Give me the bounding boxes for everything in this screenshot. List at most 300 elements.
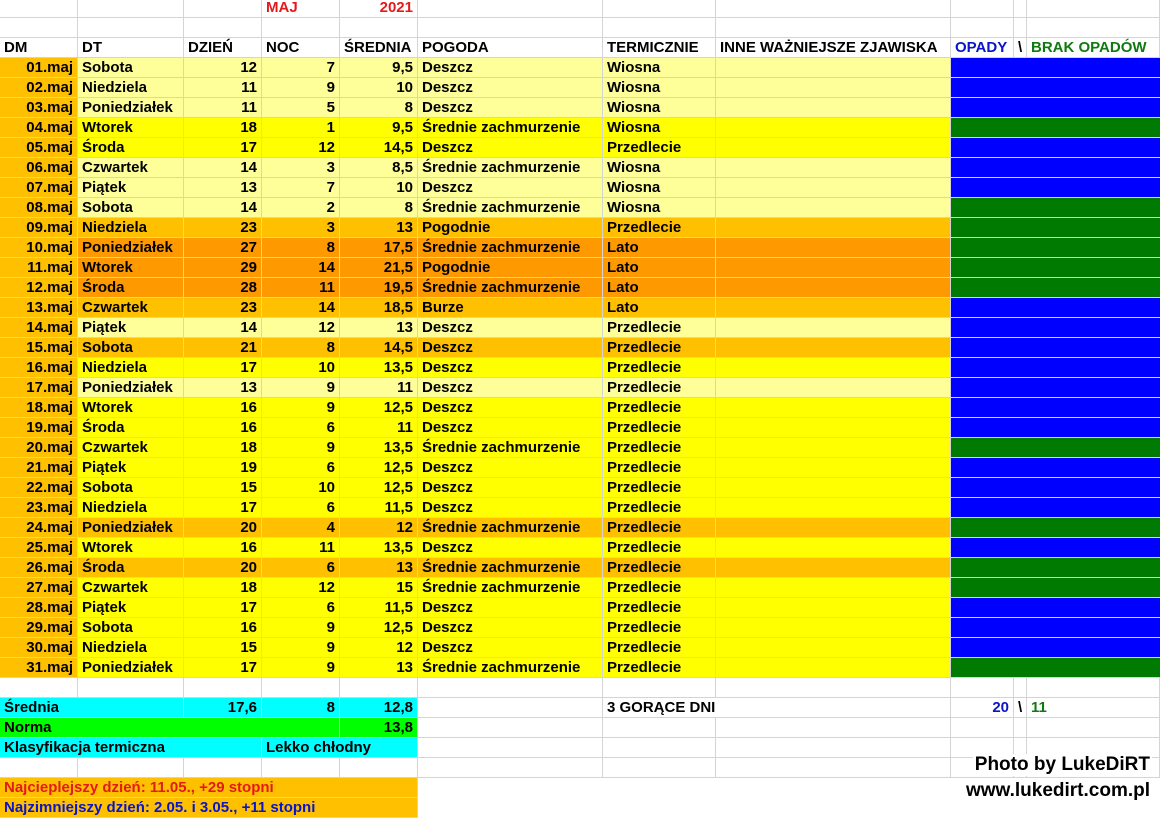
day-temp-cell[interactable]: 15 xyxy=(184,638,262,658)
precip-indicator-cell[interactable] xyxy=(951,198,1160,218)
weekday-cell[interactable]: Poniedziałek xyxy=(78,518,184,538)
other-phenomena-cell[interactable] xyxy=(716,218,951,238)
empty-cell[interactable] xyxy=(716,18,951,38)
thermal-cell[interactable]: Przedlecie xyxy=(603,638,716,658)
date-cell[interactable]: 26.maj xyxy=(0,558,78,578)
empty-cell[interactable] xyxy=(0,758,78,778)
date-cell[interactable]: 10.maj xyxy=(0,238,78,258)
thermal-cell[interactable]: Wiosna xyxy=(603,58,716,78)
empty-cell[interactable] xyxy=(78,0,184,18)
other-phenomena-cell[interactable] xyxy=(716,258,951,278)
thermal-cell[interactable]: Lato xyxy=(603,278,716,298)
date-cell[interactable]: 19.maj xyxy=(0,418,78,438)
weekday-cell[interactable]: Środa xyxy=(78,138,184,158)
other-phenomena-cell[interactable] xyxy=(716,638,951,658)
weekday-cell[interactable]: Wtorek xyxy=(78,118,184,138)
avg-temp-cell[interactable]: 10 xyxy=(340,178,418,198)
empty-cell[interactable] xyxy=(262,758,340,778)
night-temp-cell[interactable]: 12 xyxy=(262,318,340,338)
empty-cell[interactable] xyxy=(0,0,78,18)
avg-temp-cell[interactable]: 11,5 xyxy=(340,498,418,518)
precip-indicator-cell[interactable] xyxy=(951,378,1160,398)
day-temp-cell[interactable]: 17 xyxy=(184,498,262,518)
night-temp-cell[interactable]: 9 xyxy=(262,618,340,638)
day-temp-cell[interactable]: 16 xyxy=(184,618,262,638)
precip-indicator-cell[interactable] xyxy=(951,438,1160,458)
weekday-cell[interactable]: Niedziela xyxy=(78,358,184,378)
weekday-cell[interactable]: Wtorek xyxy=(78,398,184,418)
column-header-brak[interactable]: BRAK OPADÓW xyxy=(1027,38,1160,58)
day-temp-cell[interactable]: 27 xyxy=(184,238,262,258)
precip-indicator-cell[interactable] xyxy=(951,98,1160,118)
weather-cell[interactable]: Średnie zachmurzenie xyxy=(418,198,603,218)
date-cell[interactable]: 23.maj xyxy=(0,498,78,518)
empty-cell[interactable] xyxy=(716,718,951,738)
date-cell[interactable]: 05.maj xyxy=(0,138,78,158)
summary-avg-night[interactable]: 8 xyxy=(262,698,340,718)
empty-cell[interactable] xyxy=(340,18,418,38)
empty-cell[interactable] xyxy=(716,738,951,758)
other-phenomena-cell[interactable] xyxy=(716,318,951,338)
night-temp-cell[interactable]: 10 xyxy=(262,358,340,378)
empty-cell[interactable] xyxy=(418,18,603,38)
precip-indicator-cell[interactable] xyxy=(951,58,1160,78)
weather-cell[interactable]: Burze xyxy=(418,298,603,318)
thermal-cell[interactable]: Przedlecie xyxy=(603,138,716,158)
precip-days-count[interactable]: 20 xyxy=(951,698,1014,718)
thermal-cell[interactable]: Wiosna xyxy=(603,98,716,118)
date-cell[interactable]: 22.maj xyxy=(0,478,78,498)
other-phenomena-cell[interactable] xyxy=(716,278,951,298)
empty-cell[interactable] xyxy=(184,678,262,698)
date-cell[interactable]: 29.maj xyxy=(0,618,78,638)
avg-temp-cell[interactable]: 12 xyxy=(340,518,418,538)
column-header-pogoda[interactable]: POGODA xyxy=(418,38,603,58)
precip-indicator-cell[interactable] xyxy=(951,278,1160,298)
precip-indicator-cell[interactable] xyxy=(951,538,1160,558)
empty-cell[interactable] xyxy=(184,758,262,778)
empty-cell[interactable] xyxy=(78,18,184,38)
night-temp-cell[interactable]: 3 xyxy=(262,218,340,238)
avg-temp-cell[interactable]: 11 xyxy=(340,378,418,398)
precip-indicator-cell[interactable] xyxy=(951,118,1160,138)
weather-cell[interactable]: Deszcz xyxy=(418,338,603,358)
empty-cell[interactable] xyxy=(418,698,603,718)
date-cell[interactable]: 04.maj xyxy=(0,118,78,138)
date-cell[interactable]: 07.maj xyxy=(0,178,78,198)
day-temp-cell[interactable]: 17 xyxy=(184,658,262,678)
avg-temp-cell[interactable]: 12,5 xyxy=(340,618,418,638)
thermal-cell[interactable]: Przedlecie xyxy=(603,498,716,518)
other-phenomena-cell[interactable] xyxy=(716,98,951,118)
night-temp-cell[interactable]: 14 xyxy=(262,298,340,318)
empty-cell[interactable] xyxy=(1027,718,1160,738)
date-cell[interactable]: 09.maj xyxy=(0,218,78,238)
thermal-cell[interactable]: Przedlecie xyxy=(603,378,716,398)
day-temp-cell[interactable]: 14 xyxy=(184,158,262,178)
weekday-cell[interactable]: Środa xyxy=(78,418,184,438)
day-temp-cell[interactable]: 19 xyxy=(184,458,262,478)
thermal-cell[interactable]: Przedlecie xyxy=(603,358,716,378)
weather-cell[interactable]: Średnie zachmurzenie xyxy=(418,238,603,258)
avg-temp-cell[interactable]: 13,5 xyxy=(340,538,418,558)
date-cell[interactable]: 13.maj xyxy=(0,298,78,318)
weather-cell[interactable]: Średnie zachmurzenie xyxy=(418,278,603,298)
weekday-cell[interactable]: Czwartek xyxy=(78,298,184,318)
classification-label[interactable]: Klasyfikacja termiczna xyxy=(0,738,262,758)
thermal-cell[interactable]: Przedlecie xyxy=(603,218,716,238)
night-temp-cell[interactable]: 1 xyxy=(262,118,340,138)
empty-cell[interactable] xyxy=(0,18,78,38)
weather-cell[interactable]: Średnie zachmurzenie xyxy=(418,518,603,538)
weather-cell[interactable]: Deszcz xyxy=(418,498,603,518)
other-phenomena-cell[interactable] xyxy=(716,518,951,538)
weekday-cell[interactable]: Poniedziałek xyxy=(78,238,184,258)
date-cell[interactable]: 14.maj xyxy=(0,318,78,338)
empty-cell[interactable] xyxy=(1014,678,1027,698)
thermal-cell[interactable]: Przedlecie xyxy=(603,418,716,438)
empty-cell[interactable] xyxy=(418,678,603,698)
date-cell[interactable]: 28.maj xyxy=(0,598,78,618)
weekday-cell[interactable]: Piątek xyxy=(78,598,184,618)
empty-cell[interactable] xyxy=(716,758,951,778)
day-temp-cell[interactable]: 15 xyxy=(184,478,262,498)
date-cell[interactable]: 03.maj xyxy=(0,98,78,118)
weather-cell[interactable]: Średnie zachmurzenie xyxy=(418,658,603,678)
night-temp-cell[interactable]: 6 xyxy=(262,498,340,518)
empty-cell[interactable] xyxy=(603,738,716,758)
night-temp-cell[interactable]: 12 xyxy=(262,138,340,158)
weekday-cell[interactable]: Niedziela xyxy=(78,638,184,658)
weekday-cell[interactable]: Niedziela xyxy=(78,218,184,238)
day-temp-cell[interactable]: 14 xyxy=(184,198,262,218)
night-temp-cell[interactable]: 6 xyxy=(262,598,340,618)
norm-value[interactable]: 13,8 xyxy=(340,718,418,738)
thermal-cell[interactable]: Przedlecie xyxy=(603,558,716,578)
column-header-opady[interactable]: OPADY xyxy=(951,38,1014,58)
weather-cell[interactable]: Deszcz xyxy=(418,98,603,118)
other-phenomena-cell[interactable] xyxy=(716,178,951,198)
day-temp-cell[interactable]: 28 xyxy=(184,278,262,298)
weather-cell[interactable]: Deszcz xyxy=(418,318,603,338)
day-temp-cell[interactable]: 16 xyxy=(184,538,262,558)
day-temp-cell[interactable]: 18 xyxy=(184,438,262,458)
weather-cell[interactable]: Deszcz xyxy=(418,458,603,478)
weather-cell[interactable]: Deszcz xyxy=(418,478,603,498)
other-phenomena-cell[interactable] xyxy=(716,438,951,458)
precip-indicator-cell[interactable] xyxy=(951,358,1160,378)
empty-cell[interactable] xyxy=(418,0,603,18)
night-temp-cell[interactable]: 9 xyxy=(262,398,340,418)
thermal-cell[interactable]: Przedlecie xyxy=(603,438,716,458)
weekday-cell[interactable]: Czwartek xyxy=(78,438,184,458)
other-phenomena-cell[interactable] xyxy=(716,58,951,78)
weather-cell[interactable]: Deszcz xyxy=(418,138,603,158)
empty-cell[interactable] xyxy=(1027,0,1160,18)
column-header-inne[interactable]: INNE WAŻNIEJSZE ZJAWISKA xyxy=(716,38,951,58)
precip-indicator-cell[interactable] xyxy=(951,298,1160,318)
precip-indicator-cell[interactable] xyxy=(951,458,1160,478)
other-phenomena-cell[interactable] xyxy=(716,338,951,358)
weather-cell[interactable]: Średnie zachmurzenie xyxy=(418,438,603,458)
weekday-cell[interactable]: Piątek xyxy=(78,458,184,478)
date-cell[interactable]: 17.maj xyxy=(0,378,78,398)
precip-indicator-cell[interactable] xyxy=(951,218,1160,238)
other-phenomena-cell[interactable] xyxy=(716,198,951,218)
other-phenomena-cell[interactable] xyxy=(716,78,951,98)
day-temp-cell[interactable]: 17 xyxy=(184,598,262,618)
thermal-cell[interactable]: Lato xyxy=(603,298,716,318)
weekday-cell[interactable]: Wtorek xyxy=(78,538,184,558)
empty-cell[interactable] xyxy=(262,18,340,38)
weather-cell[interactable]: Średnie zachmurzenie xyxy=(418,578,603,598)
weather-cell[interactable]: Średnie zachmurzenie xyxy=(418,158,603,178)
norm-label[interactable]: Norma xyxy=(0,718,340,738)
avg-temp-cell[interactable]: 8 xyxy=(340,98,418,118)
night-temp-cell[interactable]: 10 xyxy=(262,478,340,498)
year-header[interactable]: 2021 xyxy=(340,0,418,18)
empty-cell[interactable] xyxy=(1014,0,1027,18)
weather-cell[interactable]: Średnie zachmurzenie xyxy=(418,558,603,578)
precip-indicator-cell[interactable] xyxy=(951,658,1160,678)
empty-cell[interactable] xyxy=(184,18,262,38)
weekday-cell[interactable]: Sobota xyxy=(78,338,184,358)
precip-indicator-cell[interactable] xyxy=(951,558,1160,578)
date-cell[interactable]: 08.maj xyxy=(0,198,78,218)
avg-temp-cell[interactable]: 19,5 xyxy=(340,278,418,298)
avg-temp-cell[interactable]: 17,5 xyxy=(340,238,418,258)
thermal-cell[interactable]: Przedlecie xyxy=(603,318,716,338)
weekday-cell[interactable]: Piątek xyxy=(78,178,184,198)
weekday-cell[interactable]: Poniedziałek xyxy=(78,98,184,118)
date-cell[interactable]: 06.maj xyxy=(0,158,78,178)
night-temp-cell[interactable]: 11 xyxy=(262,278,340,298)
avg-temp-cell[interactable]: 13 xyxy=(340,658,418,678)
precip-indicator-cell[interactable] xyxy=(951,78,1160,98)
avg-temp-cell[interactable]: 12,5 xyxy=(340,458,418,478)
summary-avg-day[interactable]: 17,6 xyxy=(184,698,262,718)
avg-temp-cell[interactable]: 9,5 xyxy=(340,118,418,138)
weekday-cell[interactable]: Sobota xyxy=(78,198,184,218)
count-separator[interactable]: \ xyxy=(1014,698,1027,718)
thermal-cell[interactable]: Przedlecie xyxy=(603,338,716,358)
avg-temp-cell[interactable]: 13 xyxy=(340,318,418,338)
date-cell[interactable]: 25.maj xyxy=(0,538,78,558)
night-temp-cell[interactable]: 9 xyxy=(262,378,340,398)
other-phenomena-cell[interactable] xyxy=(716,558,951,578)
empty-cell[interactable] xyxy=(340,678,418,698)
other-phenomena-cell[interactable] xyxy=(716,238,951,258)
avg-temp-cell[interactable]: 9,5 xyxy=(340,58,418,78)
night-temp-cell[interactable]: 8 xyxy=(262,238,340,258)
thermal-cell[interactable]: Przedlecie xyxy=(603,398,716,418)
day-temp-cell[interactable]: 20 xyxy=(184,518,262,538)
weather-cell[interactable]: Deszcz xyxy=(418,598,603,618)
night-temp-cell[interactable]: 8 xyxy=(262,338,340,358)
empty-cell[interactable] xyxy=(603,718,716,738)
precip-indicator-cell[interactable] xyxy=(951,638,1160,658)
thermal-cell[interactable]: Wiosna xyxy=(603,158,716,178)
weather-cell[interactable]: Deszcz xyxy=(418,618,603,638)
avg-temp-cell[interactable]: 12,5 xyxy=(340,398,418,418)
other-phenomena-cell[interactable] xyxy=(716,398,951,418)
classification-value[interactable]: Lekko chłodny xyxy=(262,738,418,758)
weekday-cell[interactable]: Sobota xyxy=(78,58,184,78)
day-temp-cell[interactable]: 17 xyxy=(184,358,262,378)
other-phenomena-cell[interactable] xyxy=(716,138,951,158)
weekday-cell[interactable]: Czwartek xyxy=(78,158,184,178)
column-header-termicznie[interactable]: TERMICZNIE xyxy=(603,38,716,58)
empty-cell[interactable] xyxy=(951,0,1014,18)
other-phenomena-cell[interactable] xyxy=(716,418,951,438)
thermal-cell[interactable]: Wiosna xyxy=(603,198,716,218)
night-temp-cell[interactable]: 6 xyxy=(262,418,340,438)
night-temp-cell[interactable]: 2 xyxy=(262,198,340,218)
night-temp-cell[interactable]: 9 xyxy=(262,438,340,458)
coldest-day-note[interactable]: Najzimniejszy dzień: 2.05. i 3.05., +11 stopni xyxy=(0,798,418,818)
thermal-cell[interactable]: Przedlecie xyxy=(603,618,716,638)
summary-avg-mean[interactable]: 12,8 xyxy=(340,698,418,718)
thermal-cell[interactable]: Przedlecie xyxy=(603,598,716,618)
avg-temp-cell[interactable]: 12 xyxy=(340,638,418,658)
date-cell[interactable]: 31.maj xyxy=(0,658,78,678)
night-temp-cell[interactable]: 4 xyxy=(262,518,340,538)
month-header[interactable]: MAJ xyxy=(262,0,340,18)
empty-cell[interactable] xyxy=(78,758,184,778)
other-phenomena-cell[interactable] xyxy=(716,598,951,618)
night-temp-cell[interactable]: 9 xyxy=(262,78,340,98)
date-cell[interactable]: 16.maj xyxy=(0,358,78,378)
empty-cell[interactable] xyxy=(603,678,716,698)
night-temp-cell[interactable]: 12 xyxy=(262,578,340,598)
weather-cell[interactable]: Pogodnie xyxy=(418,218,603,238)
avg-temp-cell[interactable]: 13,5 xyxy=(340,358,418,378)
date-cell[interactable]: 24.maj xyxy=(0,518,78,538)
day-temp-cell[interactable]: 13 xyxy=(184,178,262,198)
date-cell[interactable]: 15.maj xyxy=(0,338,78,358)
empty-cell[interactable] xyxy=(716,678,951,698)
thermal-cell[interactable]: Lato xyxy=(603,258,716,278)
night-temp-cell[interactable]: 7 xyxy=(262,58,340,78)
date-cell[interactable]: 30.maj xyxy=(0,638,78,658)
date-cell[interactable]: 02.maj xyxy=(0,78,78,98)
weather-cell[interactable]: Deszcz xyxy=(418,378,603,398)
other-phenomena-cell[interactable] xyxy=(716,118,951,138)
other-phenomena-cell[interactable] xyxy=(716,478,951,498)
empty-cell[interactable] xyxy=(340,758,418,778)
precip-indicator-cell[interactable] xyxy=(951,258,1160,278)
empty-cell[interactable] xyxy=(78,678,184,698)
avg-temp-cell[interactable]: 8,5 xyxy=(340,158,418,178)
thermal-cell[interactable]: Przedlecie xyxy=(603,538,716,558)
avg-temp-cell[interactable]: 15 xyxy=(340,578,418,598)
avg-temp-cell[interactable]: 21,5 xyxy=(340,258,418,278)
precip-indicator-cell[interactable] xyxy=(951,318,1160,338)
day-temp-cell[interactable]: 16 xyxy=(184,418,262,438)
thermal-cell[interactable]: Lato xyxy=(603,238,716,258)
date-cell[interactable]: 27.maj xyxy=(0,578,78,598)
weekday-cell[interactable]: Piątek xyxy=(78,318,184,338)
avg-temp-cell[interactable]: 18,5 xyxy=(340,298,418,318)
weekday-cell[interactable]: Sobota xyxy=(78,478,184,498)
weekday-cell[interactable]: Środa xyxy=(78,558,184,578)
thermal-cell[interactable]: Przedlecie xyxy=(603,578,716,598)
other-phenomena-cell[interactable] xyxy=(716,538,951,558)
empty-cell[interactable] xyxy=(603,0,716,18)
day-temp-cell[interactable]: 18 xyxy=(184,118,262,138)
night-temp-cell[interactable]: 7 xyxy=(262,178,340,198)
empty-cell[interactable] xyxy=(951,18,1014,38)
hottest-day-note[interactable]: Najcieplejszy dzień: 11.05., +29 stopni xyxy=(0,778,418,798)
empty-cell[interactable] xyxy=(418,718,603,738)
precip-indicator-cell[interactable] xyxy=(951,478,1160,498)
precip-indicator-cell[interactable] xyxy=(951,618,1160,638)
precip-indicator-cell[interactable] xyxy=(951,498,1160,518)
column-header-dt[interactable]: DT xyxy=(78,38,184,58)
day-temp-cell[interactable]: 18 xyxy=(184,578,262,598)
avg-temp-cell[interactable]: 14,5 xyxy=(340,338,418,358)
weekday-cell[interactable]: Sobota xyxy=(78,618,184,638)
column-header-noc[interactable]: NOC xyxy=(262,38,340,58)
avg-temp-cell[interactable]: 11 xyxy=(340,418,418,438)
thermal-cell[interactable]: Przedlecie xyxy=(603,658,716,678)
precip-indicator-cell[interactable] xyxy=(951,518,1160,538)
other-phenomena-cell[interactable] xyxy=(716,658,951,678)
date-cell[interactable]: 01.maj xyxy=(0,58,78,78)
avg-temp-cell[interactable]: 13,5 xyxy=(340,438,418,458)
thermal-cell[interactable]: Przedlecie xyxy=(603,478,716,498)
thermal-cell[interactable]: Przedlecie xyxy=(603,518,716,538)
weather-cell[interactable]: Pogodnie xyxy=(418,258,603,278)
weather-cell[interactable]: Deszcz xyxy=(418,358,603,378)
empty-cell[interactable] xyxy=(1014,718,1027,738)
day-temp-cell[interactable]: 23 xyxy=(184,298,262,318)
other-phenomena-cell[interactable] xyxy=(716,298,951,318)
avg-temp-cell[interactable]: 13 xyxy=(340,558,418,578)
avg-temp-cell[interactable]: 14,5 xyxy=(340,138,418,158)
empty-cell[interactable] xyxy=(184,0,262,18)
weekday-cell[interactable]: Niedziela xyxy=(78,78,184,98)
day-temp-cell[interactable]: 12 xyxy=(184,58,262,78)
precip-indicator-cell[interactable] xyxy=(951,598,1160,618)
night-temp-cell[interactable]: 5 xyxy=(262,98,340,118)
day-temp-cell[interactable]: 21 xyxy=(184,338,262,358)
other-phenomena-cell[interactable] xyxy=(716,458,951,478)
other-phenomena-cell[interactable] xyxy=(716,158,951,178)
other-phenomena-cell[interactable] xyxy=(716,378,951,398)
precip-indicator-cell[interactable] xyxy=(951,338,1160,358)
other-phenomena-cell[interactable] xyxy=(716,618,951,638)
weather-cell[interactable]: Deszcz xyxy=(418,58,603,78)
avg-temp-cell[interactable]: 10 xyxy=(340,78,418,98)
thermal-cell[interactable]: Wiosna xyxy=(603,178,716,198)
hot-days-label[interactable]: 3 GORĄCE DNI xyxy=(603,698,951,718)
precip-indicator-cell[interactable] xyxy=(951,578,1160,598)
day-temp-cell[interactable]: 17 xyxy=(184,138,262,158)
weekday-cell[interactable]: Poniedziałek xyxy=(78,378,184,398)
avg-temp-cell[interactable]: 12,5 xyxy=(340,478,418,498)
date-cell[interactable]: 21.maj xyxy=(0,458,78,478)
empty-cell[interactable] xyxy=(262,678,340,698)
weather-cell[interactable]: Deszcz xyxy=(418,178,603,198)
night-temp-cell[interactable]: 9 xyxy=(262,638,340,658)
precip-indicator-cell[interactable] xyxy=(951,418,1160,438)
weekday-cell[interactable]: Niedziela xyxy=(78,498,184,518)
empty-cell[interactable] xyxy=(603,758,716,778)
weekday-cell[interactable]: Czwartek xyxy=(78,578,184,598)
empty-cell[interactable] xyxy=(603,18,716,38)
empty-cell[interactable] xyxy=(1014,18,1027,38)
